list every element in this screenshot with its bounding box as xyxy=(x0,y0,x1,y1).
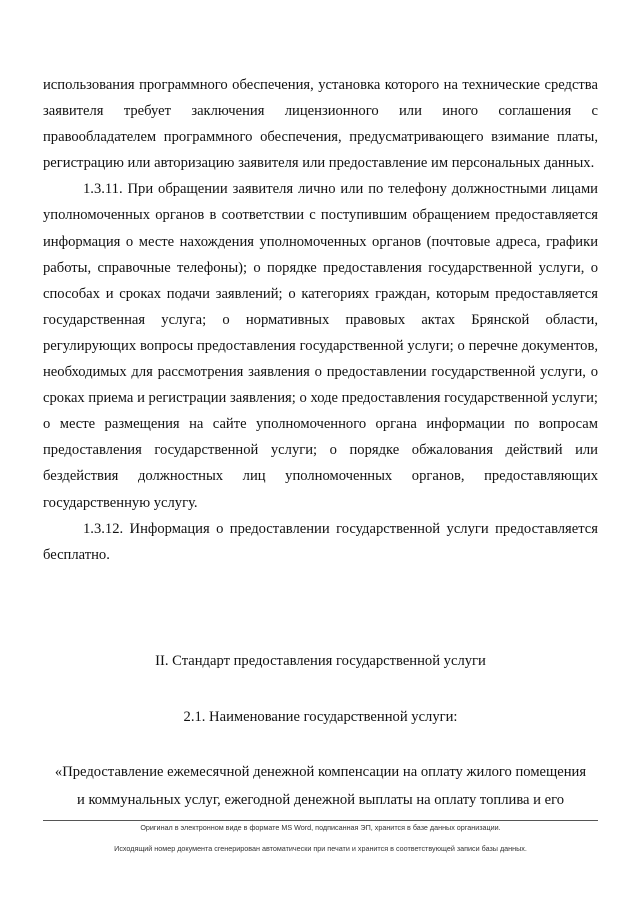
service-name-quote xyxy=(43,758,598,814)
section-heading: II. Стандарт предоставления государственной услуги xyxy=(155,653,486,669)
paragraph-1-3-11: 1.3.11. При обращении заявителя лично или по телефону должностными лицами уполномоченных органов в соответствии с поступившим обращением предоставляется информация о месте нахождения уполномоченных органов (почтовые адреса, графики работы, справочные телефоны); о порядке предоставления государственной услуги, о способах и сроках подачи заявлений; о категориях граждан, которым предоставляется государственная услуга; о нормативных правовых актах Брянской области, регулирующих вопросы предоставления государственной услуги; о перечне документов, необходимых для рассмотрения заявления о предоставлении государственной услуги, о сроках приема и регистрации заявления; о ходе предоставления государственной услуги; о месте размещения на сайте уполномоченного органа информации по вопросам предоставления государственной услуги; о порядке обжалования действий или бездействия должностных лиц уполномоченных органов, предоставляющих государственную услугу. xyxy=(43,181,598,511)
quote-line-1: «Предоставление ежемесячной денежной компенсации на оплату жилого помещения xyxy=(54,764,587,780)
document-body xyxy=(43,72,598,568)
quote-line-2: и коммунальных услуг, ежегодной денежной выплаты на оплату топлива и его xyxy=(76,792,564,808)
footer-divider xyxy=(43,820,598,821)
footer-number-note: Исходящий номер документа сгенерирован автоматически при печати и хранится в соответствующей записи базы данных. xyxy=(114,844,527,853)
paragraph-1-3-12: 1.3.12. Информация о предоставлении государственной услуги предоставляется бесплатно. xyxy=(43,520,598,563)
subsection-heading: 2.1. Наименование государственной услуги: xyxy=(183,709,458,725)
paragraph-continuation: использования программного обеспечения, установка которого на технические средства заявителя требует заключения лицензионного или иного соглашения с правообладателем программного обеспечения, предусматривающего взимание платы, регистрацию или авторизацию заявителя или предоставление им персональных данных. xyxy=(43,77,598,172)
footer-original-note: Оригинал в электронном виде в формате MS Word, подписанная ЭП, хранится в базе данных организации. xyxy=(140,823,501,832)
